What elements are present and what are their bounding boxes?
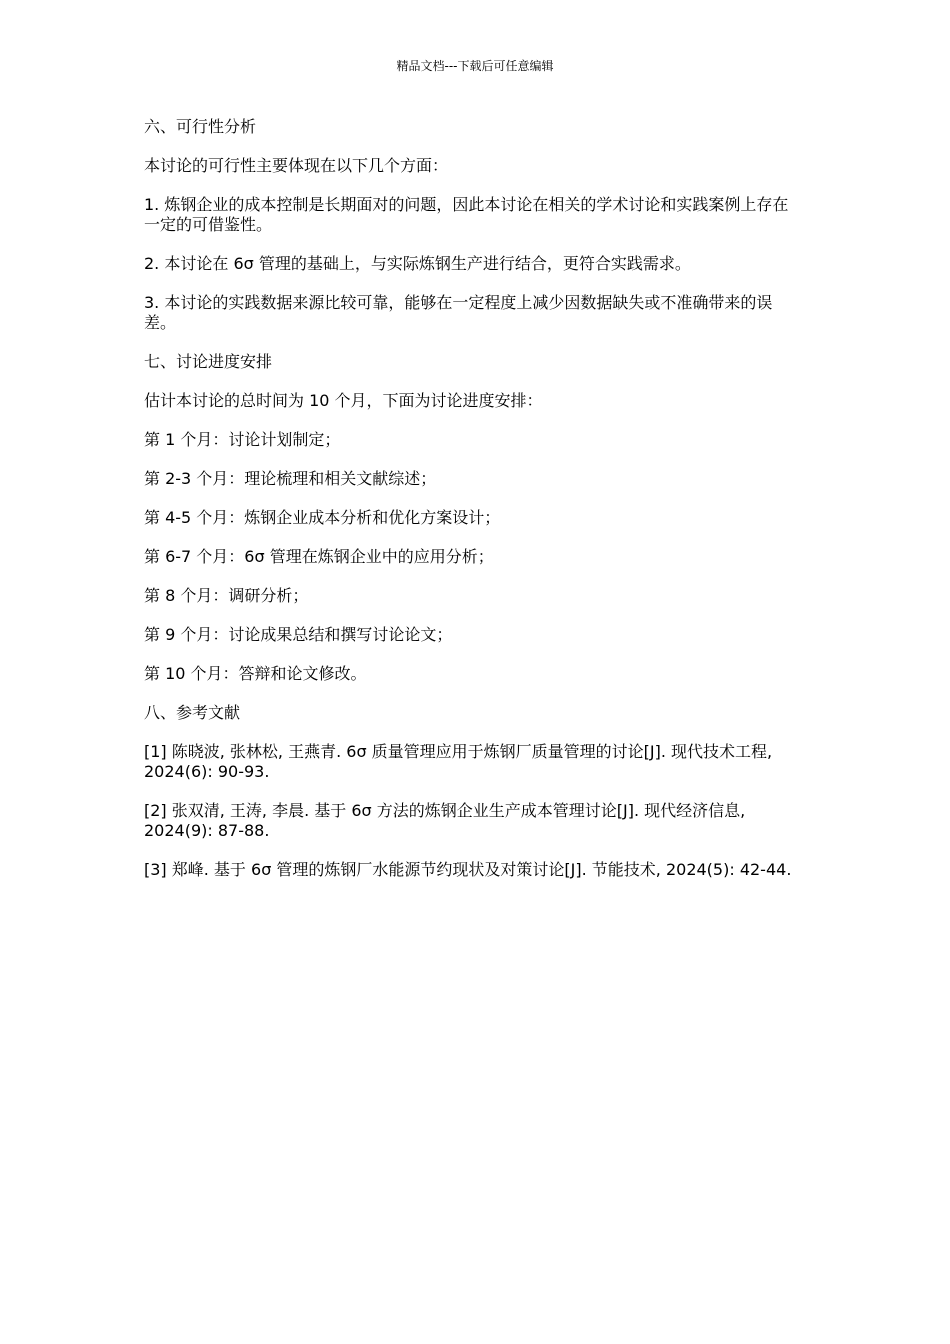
schedule-item: 第 6-7 个月：6σ 管理在炼钢企业中的应用分析；	[144, 547, 494, 566]
feasibility-point: 2. 本讨论在 6σ 管理的基础上，与实际炼钢生产进行结合，更符合实践需求。	[144, 254, 691, 273]
feasibility-intro: 本讨论的可行性主要体现在以下几个方面：	[144, 156, 449, 175]
schedule-item: 第 1 个月：讨论计划制定；	[144, 430, 341, 449]
reference-item: [3] 郑峰. 基于 6σ 管理的炼钢厂水能源节约现状及对策讨论[J]. 节能技术, 2024(5): 42-44.	[144, 860, 792, 879]
page-header: 精品文档---下载后可任意编辑	[396, 59, 554, 73]
reference-item: [2] 张双清, 王涛, 李晨. 基于 6σ 方法的炼钢企业生产成本管理讨论[J]. 现代经济信息, 2024(9): 87-88.	[144, 801, 746, 840]
schedule-item: 第 2-3 个月：理论梳理和相关文献综述；	[144, 469, 437, 488]
schedule-intro: 估计本讨论的总时间为 10 个月，下面为讨论进度安排：	[144, 391, 543, 410]
section-heading-schedule: 七、讨论进度安排	[144, 352, 273, 371]
section-heading-feasibility: 六、可行性分析	[144, 117, 257, 136]
document-body	[144, 117, 804, 899]
schedule-item: 第 9 个月：讨论成果总结和撰写讨论论文；	[144, 625, 453, 644]
reference-item: [1] 陈晓波, 张林松, 王燕青. 6σ 质量管理应用于炼钢厂质量管理的讨论[J]. 现代技术工程, 2024(6): 90-93.	[144, 742, 773, 781]
schedule-item: 第 10 个月：答辩和论文修改。	[144, 664, 367, 683]
feasibility-point: 3. 本讨论的实践数据来源比较可靠，能够在一定程度上减少因数据缺失或不准确带来的误差。	[144, 293, 773, 332]
schedule-item: 第 4-5 个月：炼钢企业成本分析和优化方案设计；	[144, 508, 501, 527]
schedule-item: 第 8 个月：调研分析；	[144, 586, 309, 605]
feasibility-point: 1. 炼钢企业的成本控制是长期面对的问题，因此本讨论在相关的学术讨论和实践案例上存在一定的可借鉴性。	[144, 195, 789, 234]
section-heading-references: 八、参考文献	[144, 703, 241, 722]
